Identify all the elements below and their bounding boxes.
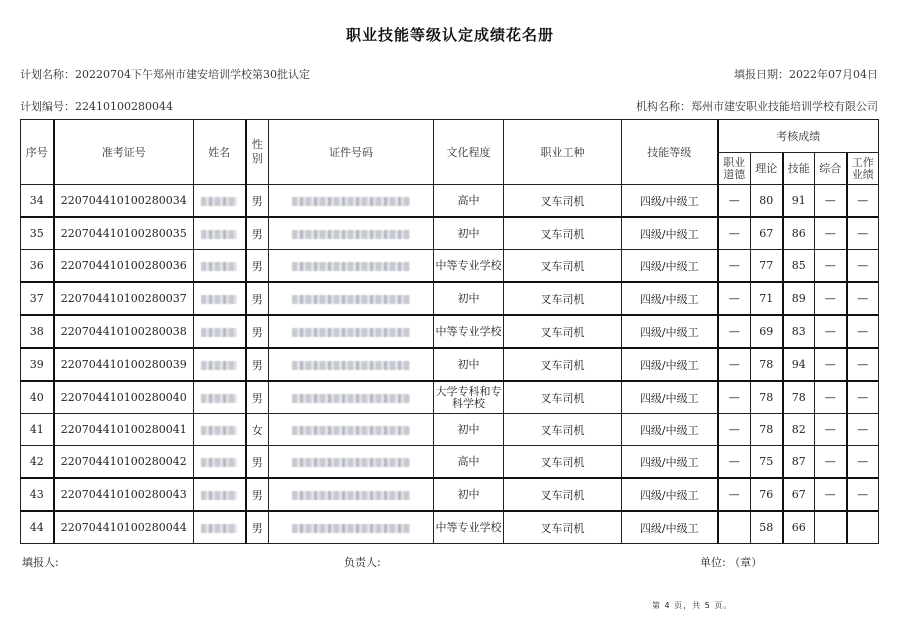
cell-gender: 男 xyxy=(246,250,269,283)
organization-value: 郑州市建安职业技能培训学校有限公司 xyxy=(691,100,878,113)
col-header-gender xyxy=(246,120,269,185)
cell-seq: 37 xyxy=(21,282,54,315)
cell-exam-no: 220704410100280034 xyxy=(54,185,194,218)
fill-date-value: 2022年07月04日 xyxy=(789,68,878,81)
col-header-skill-level: 技能等级 xyxy=(622,120,718,185)
cell-name xyxy=(194,478,246,511)
cell-education xyxy=(434,348,504,381)
education-text: 高中 xyxy=(457,454,480,468)
cell-ethics: — xyxy=(718,250,751,283)
cell-gender: 男 xyxy=(246,348,269,381)
cell-gender: 男 xyxy=(246,446,269,479)
cell-exam-no: 220704410100280038 xyxy=(54,315,194,348)
cell-seq: 42 xyxy=(21,446,54,479)
redacted-id-number xyxy=(292,524,410,533)
cell-id-no xyxy=(269,511,434,544)
cell-skill-level: 四级/中级工 xyxy=(622,282,718,315)
cell-skill-level: 四级/中级工 xyxy=(622,217,718,250)
redacted-name xyxy=(201,361,237,370)
cell-ethics: — xyxy=(718,348,751,381)
cell-exam-no: 220704410100280043 xyxy=(54,478,194,511)
table-row xyxy=(21,315,879,348)
cell-gender: 男 xyxy=(246,511,269,544)
cell-ethics: — xyxy=(718,478,751,511)
plan-number-label: 计划编号： xyxy=(20,100,75,113)
cell-occupation: 叉车司机 xyxy=(504,250,622,283)
cell-gender: 男 xyxy=(246,282,269,315)
col-header-ethics xyxy=(718,153,751,185)
table-row xyxy=(21,478,879,511)
cell-theory: 69 xyxy=(751,315,783,348)
cell-ethics: — xyxy=(718,217,751,250)
cell-exam-no: 220704410100280036 xyxy=(54,250,194,283)
cell-skill-level: 四级/中级工 xyxy=(622,414,718,446)
cell-occupation: 叉车司机 xyxy=(504,381,622,414)
redacted-name xyxy=(201,328,237,337)
cell-name xyxy=(194,381,246,414)
plan-name-value: 20220704下午郑州市建安培训学校第30批认定 xyxy=(75,68,310,81)
col-header-name: 姓名 xyxy=(194,120,246,185)
cell-id-no xyxy=(269,217,434,250)
table-row xyxy=(21,511,879,544)
cell-ethics: — xyxy=(718,381,751,414)
cell-performance: — xyxy=(847,282,879,315)
redacted-id-number xyxy=(292,328,410,337)
cell-performance: — xyxy=(847,414,879,446)
table-row xyxy=(21,250,879,283)
cell-id-no xyxy=(269,414,434,446)
redacted-id-number xyxy=(292,197,410,206)
cell-id-no xyxy=(269,446,434,479)
cell-gender: 男 xyxy=(246,185,269,218)
cell-skill: 83 xyxy=(783,315,815,348)
cell-skill: 87 xyxy=(783,446,815,479)
cell-occupation: 叉车司机 xyxy=(504,315,622,348)
cell-skill: 91 xyxy=(783,185,815,218)
cell-occupation: 叉车司机 xyxy=(504,478,622,511)
col-header-theory: 理论 xyxy=(751,153,783,185)
cell-gender: 男 xyxy=(246,478,269,511)
score-roster-table xyxy=(20,119,879,544)
cell-gender: 男 xyxy=(246,315,269,348)
cell-exam-no: 220704410100280040 xyxy=(54,381,194,414)
table-row xyxy=(21,348,879,381)
cell-performance: — xyxy=(847,185,879,218)
education-text: 中等专业学校 xyxy=(435,324,502,338)
cell-education xyxy=(434,250,504,283)
redacted-name xyxy=(201,262,237,271)
cell-skill-level: 四级/中级工 xyxy=(622,478,718,511)
fill-date-label: 填报日期： xyxy=(734,68,789,81)
cell-skill-level: 四级/中级工 xyxy=(622,185,718,218)
cell-seq: 36 xyxy=(21,250,54,283)
cell-ethics: — xyxy=(718,315,751,348)
cell-occupation: 叉车司机 xyxy=(504,348,622,381)
cell-seq: 38 xyxy=(21,315,54,348)
cell-name xyxy=(194,250,246,283)
cell-skill: 86 xyxy=(783,217,815,250)
cell-performance: — xyxy=(847,250,879,283)
col-header-skill: 技能 xyxy=(783,153,815,185)
cell-performance xyxy=(847,511,879,544)
cell-theory: 78 xyxy=(751,348,783,381)
cell-name xyxy=(194,315,246,348)
cell-skill-level: 四级/中级工 xyxy=(622,315,718,348)
cell-skill: 89 xyxy=(783,282,815,315)
cell-education xyxy=(434,315,504,348)
cell-occupation: 叉车司机 xyxy=(504,511,622,544)
education-text: 初中 xyxy=(457,226,480,240)
cell-overall xyxy=(815,511,847,544)
redacted-id-number xyxy=(292,426,410,435)
col-header-scores-group: 考核成绩 xyxy=(718,120,879,153)
education-text: 初中 xyxy=(457,422,480,436)
cell-id-no xyxy=(269,348,434,381)
cell-skill: 85 xyxy=(783,250,815,283)
cell-education xyxy=(434,185,504,218)
cell-overall: — xyxy=(815,185,847,218)
table-row xyxy=(21,381,879,414)
redacted-id-number xyxy=(292,458,410,467)
cell-performance: — xyxy=(847,348,879,381)
redacted-name xyxy=(201,458,237,467)
col-header-seq: 序号 xyxy=(21,120,54,185)
cell-education xyxy=(434,478,504,511)
col-header-occupation: 职业工种 xyxy=(504,120,622,185)
redacted-id-number xyxy=(292,230,410,239)
organization-label: 机构名称： xyxy=(636,100,691,113)
page-title: 职业技能等级认定成绩花名册 xyxy=(345,26,554,44)
fill-date xyxy=(734,66,878,82)
cell-ethics xyxy=(718,511,751,544)
col-header-id-no: 证件号码 xyxy=(269,120,434,185)
cell-gender: 女 xyxy=(246,414,269,446)
cell-theory: 77 xyxy=(751,250,783,283)
col-header-performance-text: 工作业绩 xyxy=(851,155,874,181)
cell-skill: 82 xyxy=(783,414,815,446)
cell-ethics: — xyxy=(718,446,751,479)
cell-seq: 43 xyxy=(21,478,54,511)
redacted-name xyxy=(201,197,237,206)
cell-education xyxy=(434,381,504,414)
cell-theory: 76 xyxy=(751,478,783,511)
cell-exam-no: 220704410100280041 xyxy=(54,414,194,446)
cell-seq: 41 xyxy=(21,414,54,446)
cell-overall: — xyxy=(815,478,847,511)
col-header-exam-no: 准考证号 xyxy=(54,120,194,185)
cell-overall: — xyxy=(815,217,847,250)
col-header-performance xyxy=(847,153,879,185)
cell-id-no xyxy=(269,315,434,348)
cell-id-no xyxy=(269,381,434,414)
cell-occupation: 叉车司机 xyxy=(504,185,622,218)
cell-overall: — xyxy=(815,414,847,446)
cell-skill: 66 xyxy=(783,511,815,544)
cell-seq: 40 xyxy=(21,381,54,414)
education-text: 中等专业学校 xyxy=(435,520,502,534)
cell-gender: 男 xyxy=(246,217,269,250)
cell-education xyxy=(434,446,504,479)
cell-skill-level: 四级/中级工 xyxy=(622,511,718,544)
filler-signature-label: 填报人: xyxy=(22,556,59,569)
redacted-id-number xyxy=(292,262,410,271)
cell-seq: 39 xyxy=(21,348,54,381)
cell-seq: 35 xyxy=(21,217,54,250)
cell-overall: — xyxy=(815,315,847,348)
organization-name xyxy=(636,98,878,114)
education-text: 大学专科和专科学校 xyxy=(435,384,502,410)
cell-skill: 67 xyxy=(783,478,815,511)
header-row xyxy=(21,120,879,153)
cell-name xyxy=(194,446,246,479)
cell-ethics: — xyxy=(718,414,751,446)
cell-performance: — xyxy=(847,478,879,511)
redacted-id-number xyxy=(292,394,410,403)
plan-number xyxy=(20,98,173,114)
cell-performance: — xyxy=(847,381,879,414)
plan-name xyxy=(20,66,310,82)
redacted-name xyxy=(201,491,237,500)
unit-seal-label: 单位: （章） xyxy=(700,556,763,569)
plan-number-value: 22410100280044 xyxy=(75,100,173,113)
table-row xyxy=(21,282,879,315)
cell-name xyxy=(194,511,246,544)
redacted-name xyxy=(201,230,237,239)
education-text: 高中 xyxy=(457,193,480,207)
cell-education xyxy=(434,414,504,446)
cell-overall: — xyxy=(815,446,847,479)
col-header-education: 文化程度 xyxy=(434,120,504,185)
education-text: 中等专业学校 xyxy=(435,258,502,272)
cell-theory: 58 xyxy=(751,511,783,544)
cell-education xyxy=(434,217,504,250)
cell-id-no xyxy=(269,250,434,283)
cell-performance: — xyxy=(847,446,879,479)
redacted-id-number xyxy=(292,491,410,500)
cell-exam-no: 220704410100280037 xyxy=(54,282,194,315)
education-text: 初中 xyxy=(457,487,480,501)
table-row xyxy=(21,217,879,250)
cell-skill-level: 四级/中级工 xyxy=(622,348,718,381)
cell-exam-no: 220704410100280042 xyxy=(54,446,194,479)
cell-skill: 78 xyxy=(783,381,815,414)
cell-overall: — xyxy=(815,282,847,315)
table-row xyxy=(21,414,879,446)
cell-exam-no: 220704410100280039 xyxy=(54,348,194,381)
cell-overall: — xyxy=(815,348,847,381)
cell-overall: — xyxy=(815,250,847,283)
education-text: 初中 xyxy=(457,291,480,305)
cell-gender: 男 xyxy=(246,381,269,414)
cell-education xyxy=(434,282,504,315)
col-header-ethics-text: 职业道德 xyxy=(723,155,746,181)
cell-name xyxy=(194,217,246,250)
cell-seq: 44 xyxy=(21,511,54,544)
cell-occupation: 叉车司机 xyxy=(504,217,622,250)
redacted-id-number xyxy=(292,295,410,304)
cell-theory: 71 xyxy=(751,282,783,315)
cell-occupation: 叉车司机 xyxy=(504,282,622,315)
cell-theory: 78 xyxy=(751,414,783,446)
cell-skill-level: 四级/中级工 xyxy=(622,446,718,479)
responsible-signature-label: 负责人: xyxy=(344,556,381,569)
cell-id-no xyxy=(269,478,434,511)
table-row xyxy=(21,446,879,479)
cell-name xyxy=(194,348,246,381)
cell-overall: — xyxy=(815,381,847,414)
cell-occupation: 叉车司机 xyxy=(504,446,622,479)
cell-skill-level: 四级/中级工 xyxy=(622,250,718,283)
redacted-name xyxy=(201,426,237,435)
redacted-name xyxy=(201,524,237,533)
cell-ethics: — xyxy=(718,185,751,218)
cell-exam-no: 220704410100280044 xyxy=(54,511,194,544)
cell-id-no xyxy=(269,282,434,315)
col-header-overall: 综合 xyxy=(815,153,847,185)
col-header-gender-text: 性别 xyxy=(251,138,263,165)
table-row xyxy=(21,185,879,218)
cell-name xyxy=(194,282,246,315)
education-text: 初中 xyxy=(457,357,480,371)
redacted-name xyxy=(201,295,237,304)
cell-ethics: — xyxy=(718,282,751,315)
cell-skill: 94 xyxy=(783,348,815,381)
cell-exam-no: 220704410100280035 xyxy=(54,217,194,250)
redacted-name xyxy=(201,394,237,403)
cell-theory: 80 xyxy=(751,185,783,218)
cell-seq: 34 xyxy=(21,185,54,218)
cell-theory: 67 xyxy=(751,217,783,250)
cell-name xyxy=(194,185,246,218)
cell-occupation: 叉车司机 xyxy=(504,414,622,446)
cell-performance: — xyxy=(847,217,879,250)
plan-name-label: 计划名称： xyxy=(20,68,75,81)
cell-performance: — xyxy=(847,315,879,348)
cell-education xyxy=(434,511,504,544)
cell-name xyxy=(194,414,246,446)
cell-theory: 75 xyxy=(751,446,783,479)
cell-theory: 78 xyxy=(751,381,783,414)
redacted-id-number xyxy=(292,361,410,370)
page-indicator: 第 4 页，共 5 页。 xyxy=(652,601,733,610)
cell-skill-level: 四级/中级工 xyxy=(622,381,718,414)
cell-id-no xyxy=(269,185,434,218)
